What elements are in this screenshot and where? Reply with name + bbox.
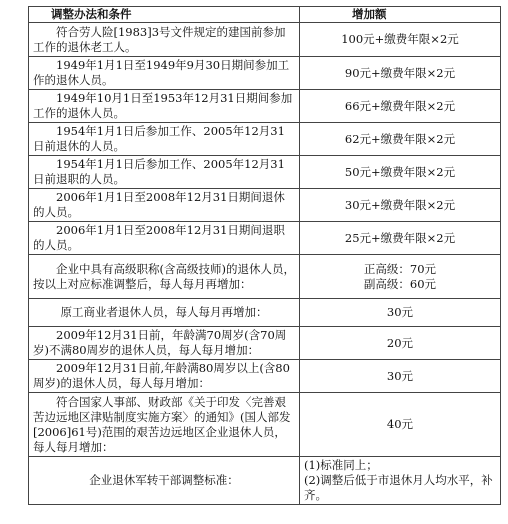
increase-cell (300, 123, 501, 156)
increase-cell (300, 393, 501, 457)
increase-cell (300, 360, 501, 393)
table-row (29, 123, 501, 156)
increase-line: 副高级：60元 (363, 276, 437, 291)
table-body (29, 23, 501, 505)
increase-column-header: 增加额 (300, 7, 501, 23)
increase-line: 25元+缴费年限×2元 (344, 230, 456, 245)
header-row (29, 7, 501, 23)
condition-cell: 企业退休军转干部调整标准： (29, 457, 300, 505)
increase-cell (300, 57, 501, 90)
table-row (29, 457, 501, 505)
increase-cell (300, 299, 501, 327)
table-row (29, 156, 501, 189)
increase-cell (300, 255, 501, 299)
condition-cell: 2006年1月1日至2008年12月31日期间退休的人员。 (29, 189, 300, 222)
increase-cell (300, 156, 501, 189)
condition-cell: 1949年1月1日至1949年9月30日期间参加工作的退休人员。 (29, 57, 300, 90)
increase-line: 30元 (386, 368, 414, 383)
table-row (29, 57, 501, 90)
increase-line: (1)标准同上； (304, 458, 378, 472)
condition-cell: 1949年10月1日至1953年12月31日期间参加工作的退休人员。 (29, 90, 300, 123)
table-row (29, 393, 501, 457)
increase-line: (2)调整后低于市退休月人均水平，补齐。 (304, 473, 493, 502)
condition-cell: 2009年12月31日前，年龄满70周岁(含70周岁)不满80周岁的退休人员，每人每月增加： (29, 327, 300, 360)
increase-line: 30元+缴费年限×2元 (344, 197, 456, 212)
increase-line: 40元 (386, 417, 414, 431)
condition-cell: 企业中具有高级职称(含高级技师)的退休人员，按以上对应标准调整后，每人每月再增加： (29, 255, 300, 299)
increase-cell (300, 222, 501, 255)
increase-line: 30元 (386, 305, 414, 319)
increase-line: 20元 (386, 335, 414, 350)
table-row (29, 23, 501, 57)
condition-cell: 2009年12月31日前,年龄满80周岁以上(含80周岁)的退休人员，每人每月增加： (29, 360, 300, 393)
increase-line: 正高级：70元 (363, 261, 437, 276)
increase-line: 90元+缴费年限×2元 (344, 65, 456, 80)
increase-cell (300, 327, 501, 360)
table-row (29, 222, 501, 255)
condition-column-header: 调整办法和条件 (29, 7, 300, 23)
increase-cell (300, 90, 501, 123)
table-row (29, 360, 501, 393)
table-row (29, 90, 501, 123)
table-row (29, 255, 501, 299)
condition-cell: 1954年1月1日后参加工作、2005年12月31日前退职的人员。 (29, 156, 300, 189)
condition-cell: 符合劳人险[1983]3号文件规定的建国前参加工作的退休老工人。 (29, 23, 300, 57)
condition-cell: 原工商业者退休人员，每人每月再增加： (29, 299, 300, 327)
increase-cell (300, 189, 501, 222)
increase-cell (300, 23, 501, 57)
increase-cell (300, 457, 501, 505)
increase-line: 100元+缴费年限×2元 (341, 32, 459, 46)
table-row (29, 327, 501, 360)
condition-cell: 2006年1月1日至2008年12月31日期间退职的人员。 (29, 222, 300, 255)
increase-line: 66元+缴费年限×2元 (344, 98, 456, 113)
adjustment-table (28, 6, 501, 505)
condition-cell: 1954年1月1日后参加工作、2005年12月31日前退休的人员。 (29, 123, 300, 156)
increase-line: 50元+缴费年限×2元 (344, 164, 456, 179)
increase-line: 62元+缴费年限×2元 (344, 131, 456, 146)
table-row (29, 299, 501, 327)
table-row (29, 189, 501, 222)
condition-cell: 符合国家人事部、财政部《关于印发〈完善艰苦边远地区津贴制度实施方案〉的通知》(国人部发[2006]61号)范围的艰苦边远地区企业退休人员，每人每月增加： (29, 393, 300, 457)
